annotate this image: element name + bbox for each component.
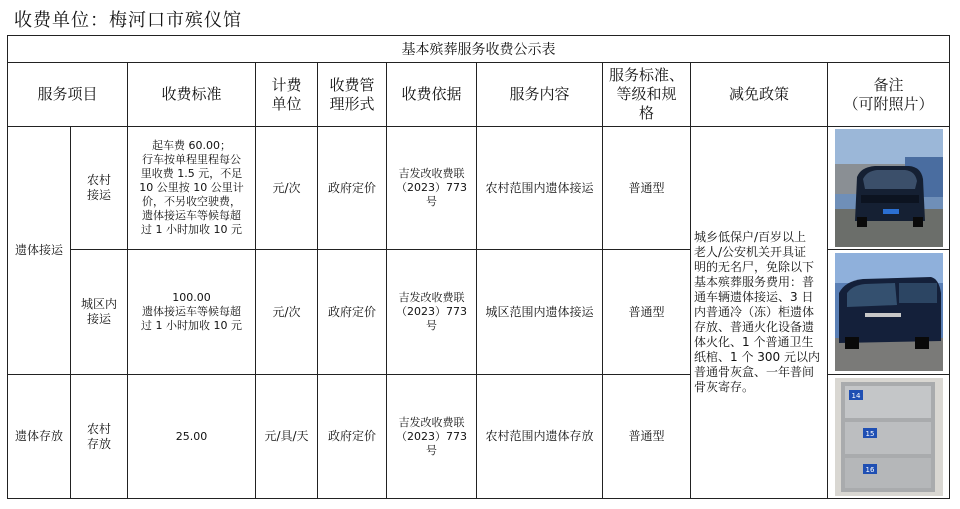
policy-cell: 城乡低保户/百岁以上 老人/公安机关开具证 明的无名尸，免除以下 基本殡葬服务费用：普 通车辆遗体接运、3 日 内普通冷（冻）柜遗体 存放、普通火化设备遗 体火化、1 个普通卫生 纸棺、1 个 300 元以内 普通骨灰盒、一年普间 骨灰寄存。 <box>691 127 828 499</box>
content-cell: 城区范围内遗体接运 <box>477 250 603 375</box>
fee-standard-cell: 100.00 遗体接运车等候每超 过 1 小时加收 10 元 <box>128 250 256 375</box>
cabinet-label: 15 <box>865 429 874 438</box>
unit-cell: 元/具/天 <box>256 375 318 499</box>
content-cell: 农村范围内遗体接运 <box>477 127 603 250</box>
category-transport: 遗体接运 <box>8 127 71 375</box>
level-cell: 普通型 <box>603 127 691 250</box>
fee-table <box>7 35 950 499</box>
header-service-item: 服务项目 <box>8 63 128 127</box>
header-policy: 减免政策 <box>691 63 828 127</box>
van-photo-2 <box>835 253 943 371</box>
header-unit: 计费 单位 <box>256 63 318 127</box>
header-level: 服务标准、 等级和规 格 <box>603 63 691 127</box>
photo-rural-van <box>828 127 950 250</box>
storage-cabinet-photo <box>835 378 943 496</box>
subitem-rural-storage: 农村 存放 <box>71 375 128 499</box>
level-cell: 普通型 <box>603 250 691 375</box>
basis-cell: 吉发改收费联 （2023）773 号 <box>387 250 477 375</box>
table-row <box>8 127 950 250</box>
header-content: 服务内容 <box>477 63 603 127</box>
management-cell: 政府定价 <box>318 127 387 250</box>
photo-urban-van <box>828 250 950 375</box>
header-basis: 收费依据 <box>387 63 477 127</box>
header-note: 备注 （可附照片） <box>828 63 950 127</box>
unit-cell: 元/次 <box>256 127 318 250</box>
unit-cell: 元/次 <box>256 250 318 375</box>
cabinet-label: 16 <box>865 465 874 474</box>
basis-cell: 吉发改收费联 （2023）773 号 <box>387 375 477 499</box>
level-cell: 普通型 <box>603 375 691 499</box>
basis-cell: 吉发改收费联 （2023）773 号 <box>387 127 477 250</box>
header-management: 收费管 理形式 <box>318 63 387 127</box>
unit-title: 收费单位：梅河口市殡仪馆 <box>14 10 242 31</box>
content-cell: 农村范围内遗体存放 <box>477 375 603 499</box>
management-cell: 政府定价 <box>318 250 387 375</box>
category-storage: 遗体存放 <box>8 375 71 499</box>
fee-standard-cell: 起车费 60.00； 行车按单程里程每公 里收费 1.5 元，不足 10 公里按 10 公里计 价，不另收空驶费， 遗体接运车等候每超 过 1 小时加收 10 元 <box>128 127 256 250</box>
table-caption: 基本殡葬服务收费公示表 <box>8 36 950 63</box>
fee-standard-cell: 25.00 <box>128 375 256 499</box>
photo-cold-storage <box>828 375 950 499</box>
subitem-urban-transport: 城区内 接运 <box>71 250 128 375</box>
van-photo-1 <box>835 129 943 247</box>
management-cell: 政府定价 <box>318 375 387 499</box>
header-fee-standard: 收费标准 <box>128 63 256 127</box>
cabinet-label: 14 <box>851 391 860 400</box>
subitem-rural-transport: 农村 接运 <box>71 127 128 250</box>
